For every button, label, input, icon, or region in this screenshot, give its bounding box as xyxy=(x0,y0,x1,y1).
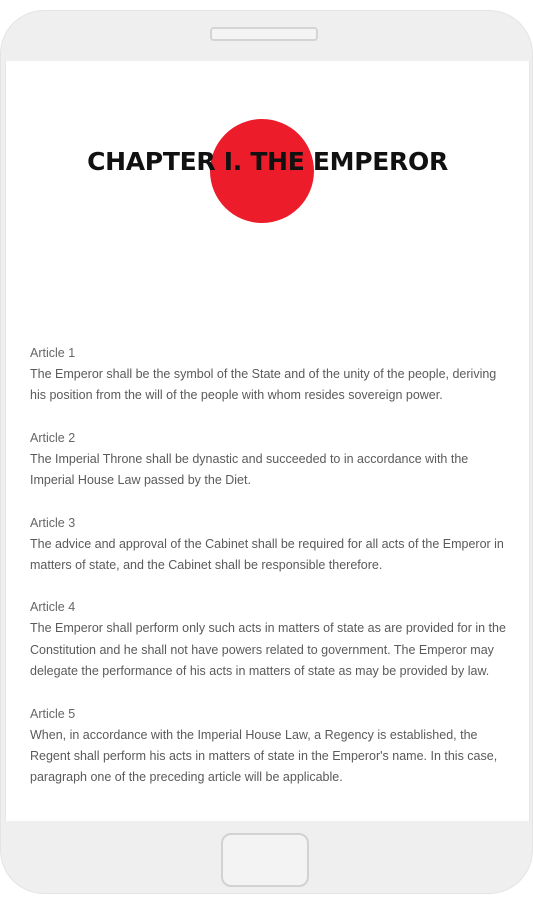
article-heading: Article 3 xyxy=(30,515,76,530)
article-heading: Article 5 xyxy=(30,706,76,721)
article-heading: Article 2 xyxy=(30,430,76,445)
phone-frame xyxy=(0,10,533,894)
article-item xyxy=(30,428,510,492)
article-list xyxy=(30,343,510,810)
phone-screen[interactable] xyxy=(5,61,530,821)
article-body: The advice and approval of the Cabinet shall be required for all acts of the Emperor in matters of state, and the Cabinet shall be responsible therefore. xyxy=(30,536,504,573)
speaker-slot xyxy=(210,27,318,41)
article-item xyxy=(30,597,510,682)
article-item xyxy=(30,513,510,577)
home-button[interactable] xyxy=(221,833,309,887)
article-body: The Emperor shall perform only such acts in matters of state as are provided for in the Constitution and he shall not have powers related to government. The Emperor may delegate the performance of his acts in matters of state as may be provided by law. xyxy=(30,621,506,679)
chapter-header xyxy=(6,61,529,301)
article-heading: Article 1 xyxy=(30,346,76,360)
article-body: The Imperial Throne shall be dynastic and succeeded to in accordance with the Imperial House Law passed by the Diet. xyxy=(30,451,469,488)
article-body: When, in accordance with the Imperial House Law, a Regency is established, the Regent shall perform his acts in matters of state in the Emperor's name. In this case, paragraph one of the preceding article will be applicable. xyxy=(30,727,498,785)
article-body: The Emperor shall be the symbol of the State and of the unity of the people, deriving his position from the will of the people with whom resides sovereign power. xyxy=(30,367,497,403)
article-heading: Article 4 xyxy=(30,600,76,615)
article-item xyxy=(30,343,510,407)
article-item xyxy=(30,704,510,789)
chapter-title: CHAPTER I. THE EMPEROR xyxy=(87,147,448,176)
